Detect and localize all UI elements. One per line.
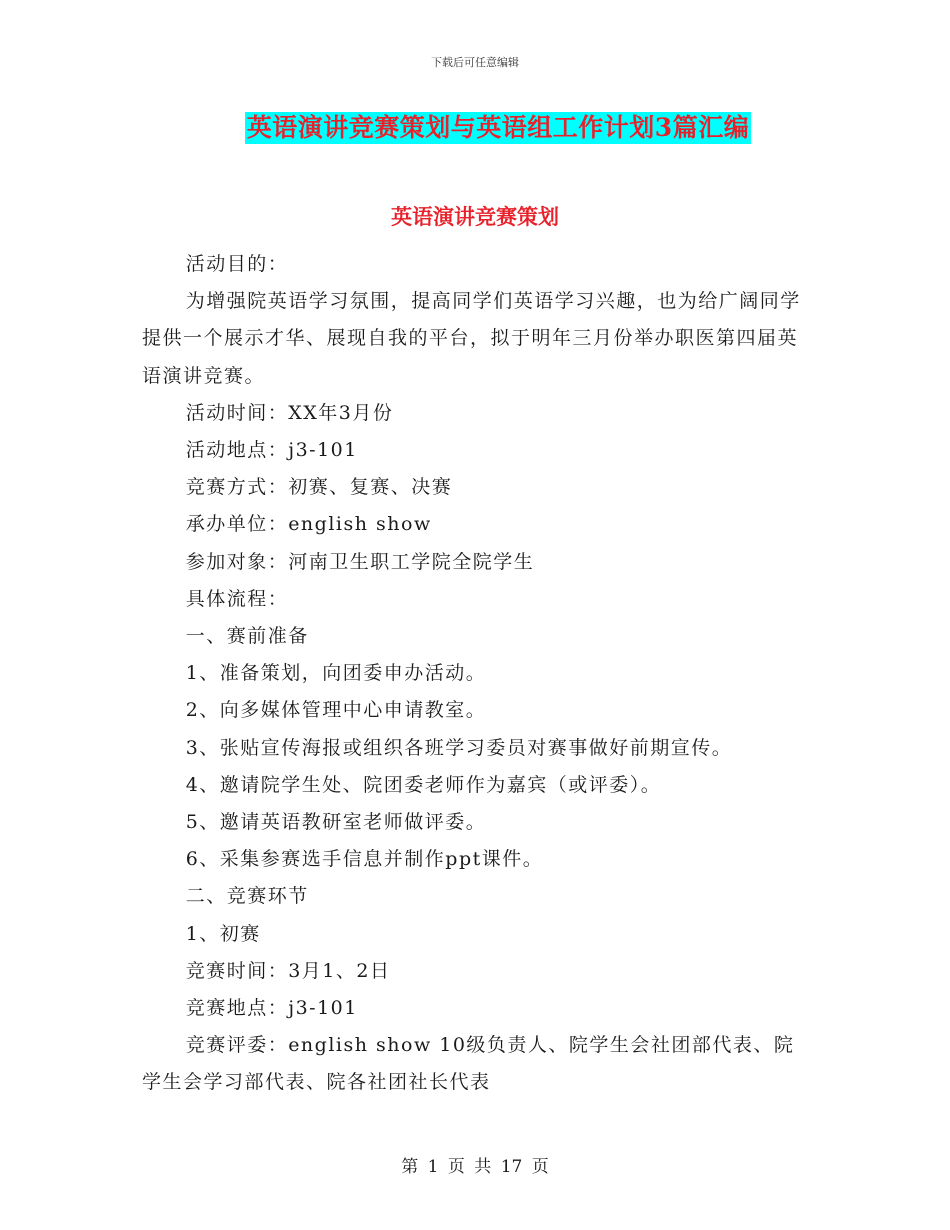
paragraph: 6、采集参赛选手信息并制作ppt课件。 — [185, 848, 544, 871]
paragraph: 1、准备策划，向团委申办活动。 — [185, 662, 487, 685]
paragraph: 为增强院英语学习氛围，提高同学们英语学习兴趣，也为给广阔同学提供一个展示才华、展现自我的平台，拟于明年三月份举办职医第四届英语演讲竞赛。 — [142, 290, 801, 387]
paragraph: 一、赛前准备 — [185, 625, 309, 648]
paragraph: 竞赛地点：j3-101 — [185, 997, 358, 1020]
paragraph: 3、张贴宣传海报或组织各班学习委员对赛事做好前期宣传。 — [185, 736, 733, 759]
header-note: 下载后可任意编辑 — [431, 56, 519, 69]
paragraph: 具体流程： — [185, 587, 289, 610]
paragraph: 竞赛方式：初赛、复赛、决赛 — [185, 476, 453, 499]
paragraph: 4、邀请院学生处、院团委老师作为嘉宾（或评委）。 — [185, 773, 662, 796]
paragraph: 活动地点：j3-101 — [185, 439, 358, 462]
paragraph: 承办单位：english show — [185, 513, 432, 536]
paragraph: 活动时间：XX年3月份 — [185, 401, 394, 424]
paragraph: 活动目的： — [185, 253, 289, 275]
paragraph: 竞赛评委：english show 10级负责人、院学生会社团部代表、院学生会学习部代表、院各社团社长代表 — [142, 1034, 795, 1094]
paragraph: 5、邀请英语教研室老师做评委。 — [185, 811, 487, 834]
document-title: 英语演讲竞赛策划与英语组工作计划3篇汇编 — [246, 113, 750, 142]
paragraph: 1、初赛 — [185, 922, 261, 945]
document-title-container — [0, 112, 950, 144]
paragraph: 2、向多媒体管理中心申请教室。 — [185, 699, 487, 722]
section-title: 英语演讲竞赛策划 — [391, 204, 559, 229]
paragraph: 参加对象：河南卫生职工学院全院学生 — [185, 550, 535, 573]
paragraph: 二、竞赛环节 — [185, 885, 309, 908]
document-body — [142, 246, 814, 1102]
page-number-footer: 第 1 页 共 17 页 — [401, 1157, 549, 1177]
paragraph: 竞赛时间：3月1、2日 — [185, 959, 391, 982]
